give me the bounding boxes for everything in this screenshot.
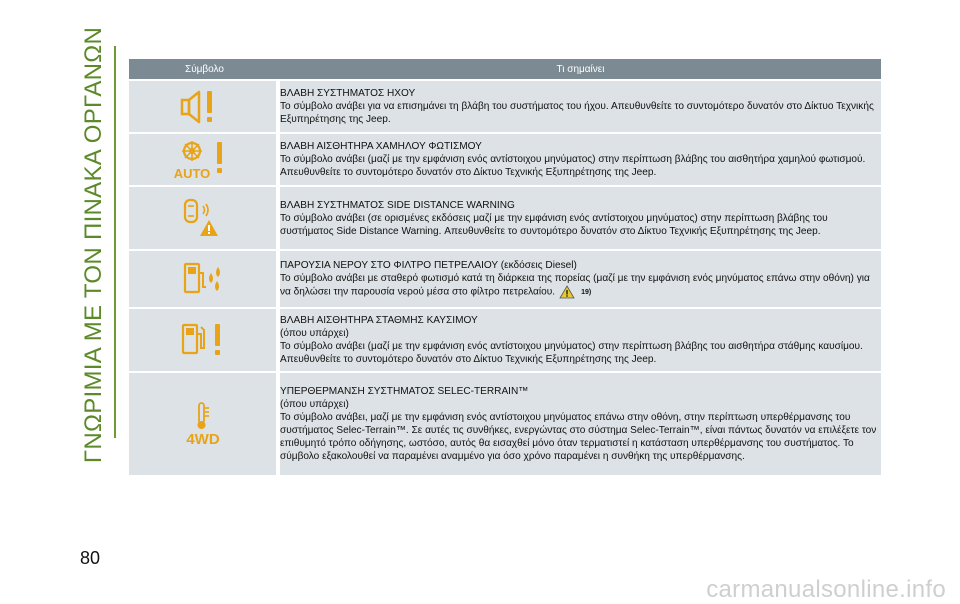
symbol-cell [129, 81, 280, 132]
row-title: ΒΛΑΒΗ ΣΥΣΤΗΜΑΤΟΣ SIDE DISTANCE WARNING [280, 199, 515, 211]
symbol-cell [129, 309, 280, 371]
table-row [129, 309, 881, 371]
row-description: Το σύμβολο ανάβει για να επισημάνει τη βλάβη του συστήματος του ήχου. Απευθυνθείτε το συντομότερο δυνατόν στο Δίκτυο Τεχνικής Εξυπηρέτησης της Jeep. [280, 101, 874, 125]
meaning-cell [280, 81, 881, 132]
note-reference[interactable] [559, 287, 591, 298]
row-description: Το σύμβολο ανάβει, μαζί με την εμφάνιση ενός αντίστοιχου μηνύματος επάνω στην οθόνη, στην περίπτωση υπερθέρμανσης του συστήματος Selec-Terrain™. Σε αυτές τις συνθήκες, ενεργώντας στο σύστημα Selec-Terrain™, είναι πάντως δυνατόν να επιλέξετε τον επιθυμητό τρόπο οδήγησης, ωστόσο, αυτός θα εισαχθεί μόνο όταν τερματιστεί η κατάσταση υπερθέρμανσης του συστήματος. Το σύμβολο εξακολουθεί να παραμένει αναμμένο για όσο χρόνο παραμένει η συνθήκη της υπερθέρμανσης. [280, 412, 877, 462]
water-in-diesel-filter-icon [173, 259, 233, 299]
row-title: ΒΛΑΒΗ ΑΙΣΘΗΤΗΡΑ ΣΤΑΘΜΗΣ ΚΑΥΣΙΜΟΥ [280, 315, 478, 326]
chapter-title-text: ΓΝΩΡΙΜΙΑ ΜΕ ΤΟΝ ΠΙΝΑΚΑ ΟΡΓΑΝΩΝ [80, 26, 107, 464]
table-row [129, 81, 881, 132]
header-symbol: Σύμβολο [129, 59, 280, 79]
row-description: Το σύμβολο ανάβει (σε ορισμένες εκδόσεις μαζί με την εμφάνιση ενός αντίστοιχου μηνύματος) στην περίπτωση βλάβης του συστήματος Side Distance Warning. Απευθυνθείτε το συντομότερο δυνατόν στο Δίκτυο Τεχνικής Εξυπηρέτησης της Jeep. [280, 212, 828, 237]
meaning-cell [280, 187, 881, 249]
row-subtitle: (όπου υπάρχει) [280, 399, 349, 410]
watermark: carmanualsonline.info [706, 576, 946, 603]
symbol-cell [129, 373, 280, 475]
table-row [129, 373, 881, 475]
row-title: ΠΑΡΟΥΣΙΑ ΝΕΡΟΥ ΣΤΟ ΦΙΛΤΡΟ ΠΕΤΡΕΛΑΙΟΥ (εκδόσεις Diesel) [280, 260, 577, 271]
table-row [129, 251, 881, 307]
meaning-cell [280, 134, 881, 185]
auto-headlight-sensor-warning-icon [173, 138, 233, 182]
meaning-cell [280, 373, 881, 475]
note-reference-number: 19) [581, 288, 592, 296]
symbol-cell [129, 251, 280, 307]
speaker-warning-icon [173, 87, 233, 127]
auto-label: AUTO [173, 165, 210, 181]
row-title: ΒΛΑΒΗ ΑΙΣΘΗΤΗΡΑ ΧΑΜΗΛΟΥ ΦΩΤΙΣΜΟΥ [280, 141, 482, 152]
table-row [129, 187, 881, 249]
warning-triangle-icon [559, 285, 575, 299]
row-description: Το σύμβολο ανάβει με σταθερό φωτισμό κατά τη διάρκεια της πορείας (μαζί με την εμφάνιση ενός μηνύματος επάνω στην οθόνη) για να δηλώσει την παρουσία νερού μέσα στο φίλτρο πετρελαίου. [280, 273, 870, 298]
row-title: ΒΛΑΒΗ ΣΥΣΤΗΜΑΤΟΣ ΗΧΟΥ [280, 88, 416, 99]
table-row [129, 134, 881, 185]
chapter-side-title [74, 26, 114, 464]
chapter-divider-line [114, 46, 116, 438]
4wd-overheat-icon [173, 400, 233, 448]
page-number: 80 [80, 548, 101, 568]
fuel-level-sensor-warning-icon [173, 320, 233, 360]
header-meaning: Τι σημαίνει [280, 59, 881, 79]
symbol-cell [129, 134, 280, 185]
row-title: ΥΠΕΡΘΕΡΜΑΝΣΗ ΣΥΣΤΗΜΑΤΟΣ SELEC-TERRAIN™ [280, 386, 529, 397]
row-description: Το σύμβολο ανάβει (μαζί με την εμφάνιση ενός αντίστοιχου μηνύματος) στην περίπτωση βλάβης του αισθητήρα στάθμης καυσίμου. Απευθυνθείτε το συντομότερο δυνατόν στο Δίκτυο Τεχνικής Εξυπηρέτησης της Jeep. [280, 341, 863, 365]
meaning-cell [280, 251, 881, 307]
warning-symbols-table [129, 57, 881, 477]
row-description: Το σύμβολο ανάβει (μαζί με την εμφάνιση ενός αντίστοιχου μηνύματος) στην περίπτωση βλάβης του αισθητήρα χαμηλού φωτισμού. Απευθυνθείτε το συντομότερο δυνατόν στο Δίκτυο Τεχνικής Εξυπηρέτησης της Jeep. [280, 154, 866, 178]
symbol-cell [129, 187, 280, 249]
table-header-row [129, 59, 881, 79]
4wd-label: 4WD [185, 431, 220, 448]
meaning-cell [280, 309, 881, 371]
side-distance-warning-icon [173, 196, 233, 240]
row-subtitle: (όπου υπάρχει) [280, 328, 349, 339]
